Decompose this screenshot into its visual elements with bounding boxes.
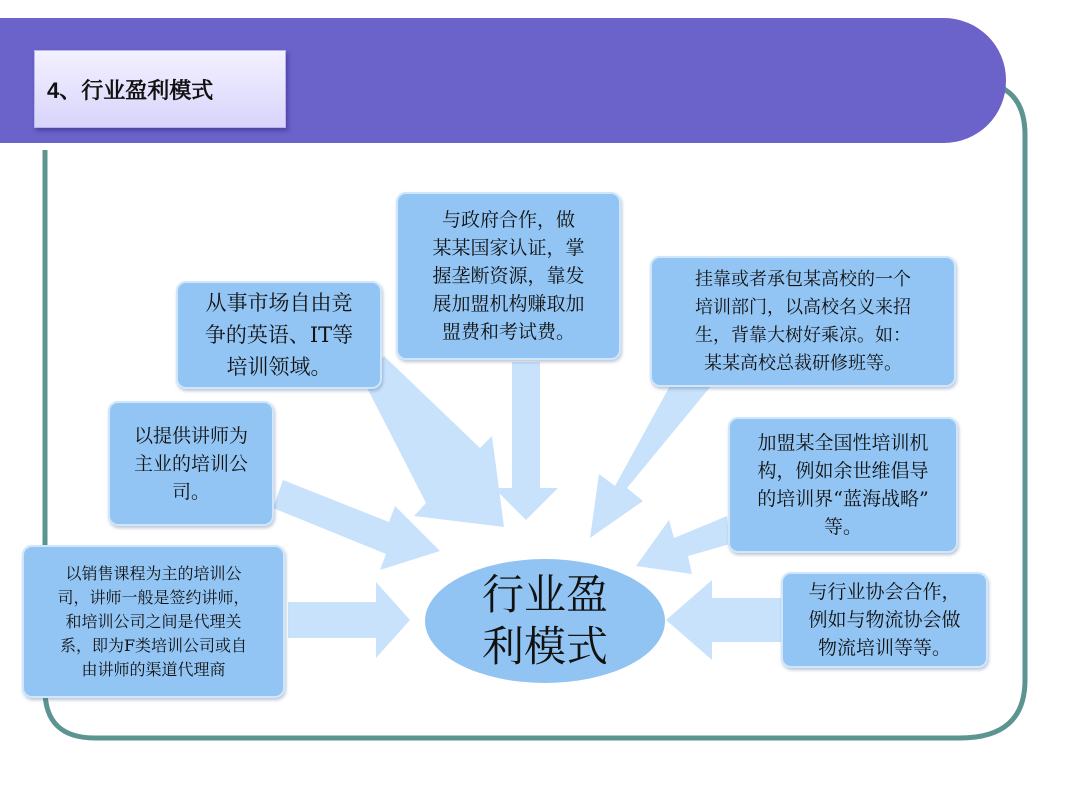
header-divider (0, 143, 955, 146)
arrow-from-teacher (273, 480, 440, 570)
title-box (34, 50, 286, 128)
node-teacher (108, 401, 274, 526)
page-title: 4、行业盈利模式 (47, 77, 214, 103)
node-teacher-text: 以提供讲师为 主业的培训公 司。 (133, 424, 248, 503)
arrow-from-gov (494, 362, 558, 520)
node-sales-text: 以销售课程为主的培训公 司，讲师一般是签约讲师， 和培训公司之间是代理关 系，即为F类培训公司或自 由讲师的渠道代理商 (57, 563, 250, 679)
center-node (425, 559, 665, 683)
node-franchise (728, 417, 958, 553)
arrow-from-free (363, 356, 504, 527)
arrow-from-univ (590, 362, 711, 538)
arrow-from-franchise (636, 516, 730, 574)
center-label: 行业盈 利模式 (481, 570, 608, 671)
node-gov-text: 与政府合作，做 某某国家认证，掌 握垄断资源，靠发 展加盟机构赚取加 盟费和考试费。 (432, 209, 585, 343)
node-gov (396, 192, 621, 360)
node-assoc (781, 572, 988, 668)
node-franchise-text: 加盟某全国性培训机 构，例如余世维倡导 的培训界“蓝海战略” 等。 (757, 432, 929, 538)
node-free-text: 从事市场自由竞 争的英语、IT等 培训领域。 (204, 291, 354, 379)
node-sales (22, 545, 285, 698)
arrow-from-sales (288, 582, 410, 658)
arrow-from-assoc (666, 580, 782, 660)
node-univ-text: 挂靠或者承包某高校的一个 培训部门，以高校名义来招 生，背靠大树好乘凉。如： 某某高校总裁研修班等。 (695, 268, 911, 374)
node-free (176, 281, 382, 389)
node-univ (650, 256, 956, 387)
node-assoc-text: 与行业协会合作， 例如与物流协会做 物流培训等等。 (808, 581, 961, 659)
